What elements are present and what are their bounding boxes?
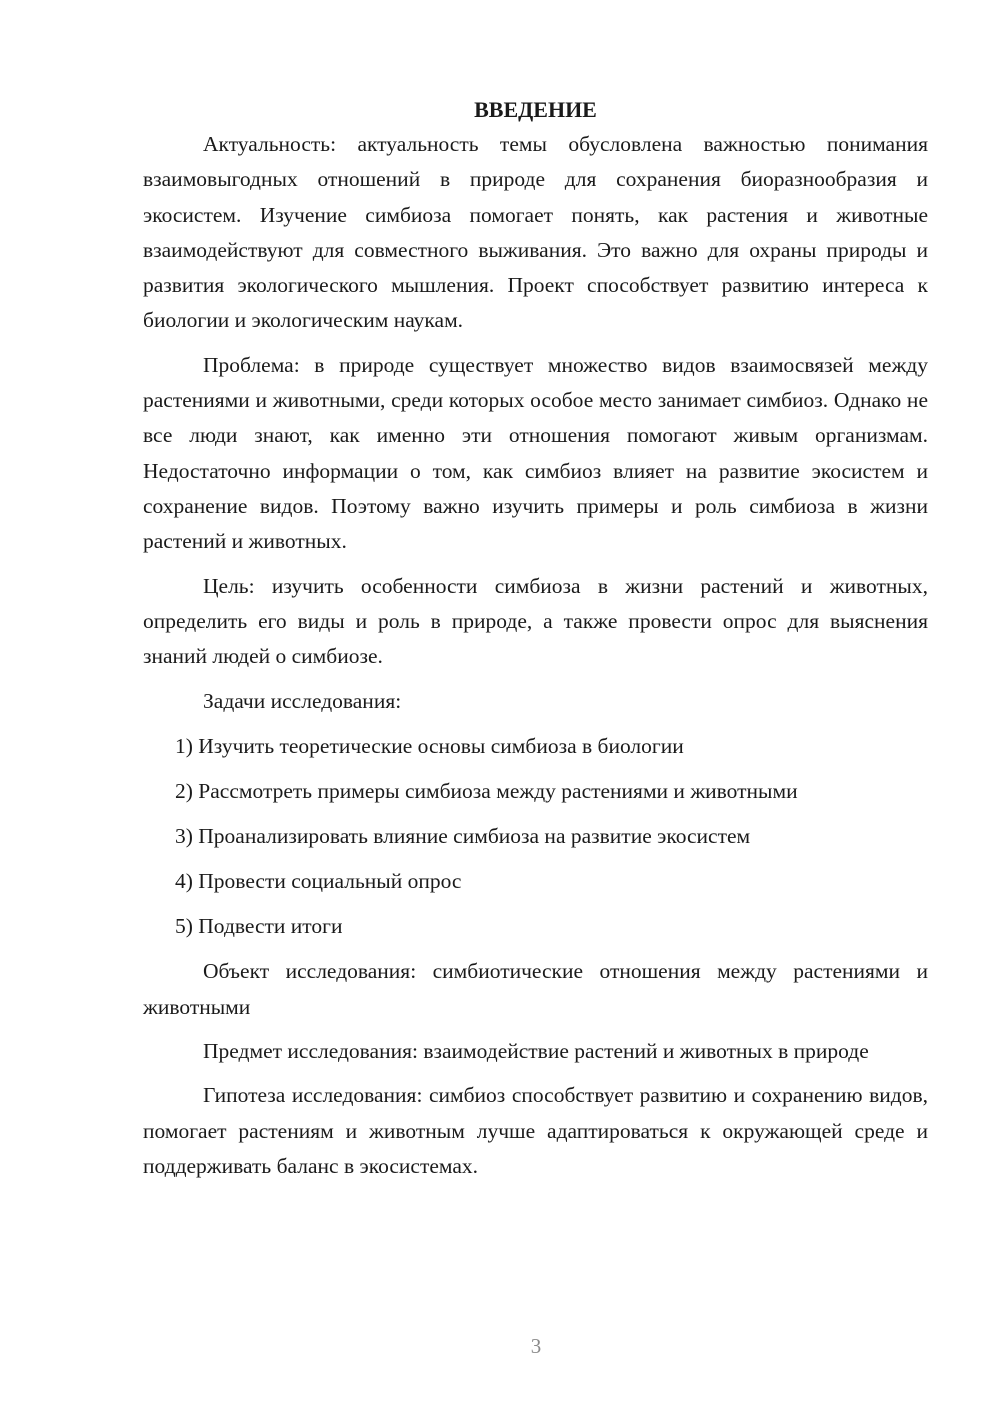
object-paragraph: Объект исследования: симбиотические отношения между растениями и животными	[143, 959, 928, 1019]
tasks-title: Задачи исследования:	[203, 689, 402, 714]
list-item: 2) Рассмотреть примеры симбиоза между растениями и животными	[175, 779, 798, 804]
list-item: 3) Проанализировать влияние симбиоза на развитие экосистем	[175, 824, 751, 849]
list-item: 1) Изучить теоретические основы симбиоза в биологии	[175, 734, 684, 759]
tasks-list	[143, 729, 928, 944]
subject-paragraph: Предмет исследования: взаимодействие растений и животных в природе	[203, 1039, 869, 1064]
section-heading: ВВЕДЕНИЕ	[474, 97, 597, 122]
page-number: 3	[530, 1334, 542, 1358]
list-item: 4) Провести социальный опрос	[175, 869, 462, 894]
relevance-paragraph: Актуальность: актуальность темы обусловлена важностью понимания взаимовыгодных отношений в природе для сохранения биоразнообразия и экосистем. Изучение симбиоза помогает понять, как растения и животные взаимодействуют для совместного выживания. Это важно для охраны природы и развития экологического мышления. Проект способствует развитию интереса к биологии и экологическим наукам.	[143, 132, 928, 333]
list-item: 5) Подвести итоги	[175, 914, 343, 939]
hypothesis-paragraph: Гипотеза исследования: симбиоз способствует развитию и сохранению видов, помогает растениям и животным лучше адаптироваться к окружающей среде и поддерживать баланс в экосистемах.	[143, 1083, 928, 1178]
problem-paragraph: Проблема: в природе существует множество видов взаимосвязей между растениями и животными, среди которых особое место занимает симбиоз. Однако не все люди знают, как именно эти отношения помогают живым организмам. Недостаточно информации о том, как симбиоз влияет на развитие экосистем и сохранение видов. Поэтому важно изучить примеры и роль симбиоза в жизни растений и животных.	[143, 352, 928, 554]
goal-paragraph: Цель: изучить особенности симбиоза в жизни растений и животных, определить его виды и роль в природе, а также провести опрос для выяснения знаний людей о симбиозе.	[143, 573, 928, 669]
document-page	[143, 92, 928, 1184]
